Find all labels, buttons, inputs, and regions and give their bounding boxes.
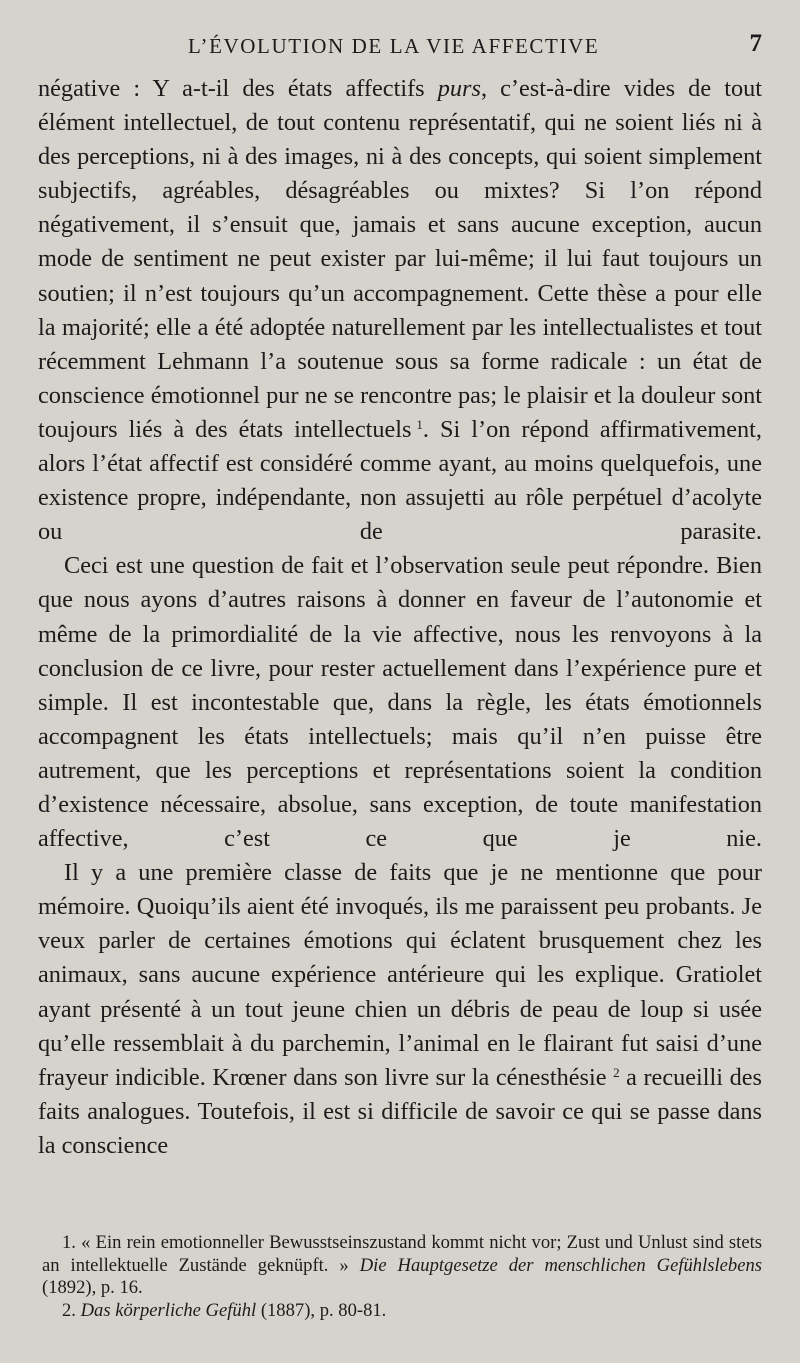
footnote-1-text: 1. « Ein rein emotionneller Bewusstseinszustand kommt nicht vor; Zust und Unlust sind stets an intellektuelle Zustände geknüpft. » — [42, 1232, 762, 1276]
running-head: L’ÉVOLUTION DE LA VIE AFFECTIVE — [188, 34, 600, 58]
footnote-2-number: 2. — [62, 1299, 81, 1321]
paragraph-3 — [38, 856, 762, 1163]
paragraph-1-text-b: , c’est-à-dire vides de tout élément intellectuel, de tout contenu représentatif, qui ne soient liés ni à des perceptions, ni à des images, ni à des concepts, qui soient simplement subjectifs, agréables, désagréables ou mixtes? Si l’on répond négativement, il s’ensuit que, jamais et sans aucune exception, aucun mode de sentiment ne peut exister par lui-même; il lui faut toujours un soutien; il n’est toujours qu’un accompagnement. Cette thèse a pour elle la majorité; elle a été adoptée naturellement par les intellectualistes et tout récemment Lehmann l’a soutenue sous sa forme radicale : un état de conscience émotionnel pur ne se rencontre pas; le plaisir et la douleur sont toujours liés à des états intellectuels — [38, 75, 762, 443]
paragraph-3-text-b: a recueilli des faits analogues. Toutefois, il est si difficile de savoir ce qui se passe dans la conscience — [38, 1063, 762, 1159]
paragraph-1-text-c: . Si l’on répond affirmativement, alors l’état affectif est considéré comme ayant, au moins quelquefois, une existence propre, indépendante, non assujetti au rôle perpétuel d’acolyte ou de parasite. — [38, 415, 763, 546]
footnotes — [42, 1232, 762, 1322]
page-header — [38, 30, 762, 70]
footnote-1-title: Die Hauptgesetze der menschlichen Gefühlslebens — [359, 1254, 762, 1276]
footnote-ref-2: 2 — [613, 1064, 620, 1080]
paragraph-1-text-a: négative : Y a-t-il des états affectifs — [38, 75, 438, 102]
body-text — [38, 72, 762, 1163]
paragraph-3-text-a: Il y a une première classe de faits que je ne mentionne que pour mémoire. Quoiqu’ils aient été invoqués, ils me paraissent peu probants. Je veux parler de certaines émotions qui éclatent brusquement chez les animaux, sans aucune expérience antérieure qui les explique. Gratiolet ayant présenté à un tout jeune chien un débris de peau de loup si usée qu’elle ressemblait à du parchemin, l’animal en le flairant fut saisi d’une frayeur indicible. Krœner dans son livre sur la cénesthésie — [38, 859, 762, 1091]
footnote-2-citation: (1887), p. 80-81. — [256, 1299, 387, 1321]
footnote-2-title: Das körperliche Gefühl — [80, 1299, 257, 1321]
footnote-1 — [42, 1232, 762, 1300]
footnote-2 — [42, 1300, 762, 1323]
paragraph-2: Ceci est une question de fait et l’observation seule peut répondre. Bien que nous ayons d’autres raisons à donner en faveur de l’autonomie et même de la primordialité de la vie affective, nous les renvoyons à la conclusion de ce livre, pour rester actuellement dans l’expérience pure et simple. Il est incontestable que, dans la règle, les états émotionnels accompagnent les états intellectuels; mais qu’il n’en puisse être autrement, que les perceptions et représentations soient la condition d’existence nécessaire, absolue, sans exception, de toute manifestation affective, c’est ce que je nie. — [38, 552, 762, 853]
footnote-ref-1: 1 — [416, 416, 423, 432]
paragraph-1 — [38, 72, 762, 549]
page-number: 7 — [749, 30, 762, 57]
footnote-1-citation: (1892), p. 16. — [42, 1277, 143, 1298]
paragraph-1-emphasis: purs — [437, 75, 481, 102]
